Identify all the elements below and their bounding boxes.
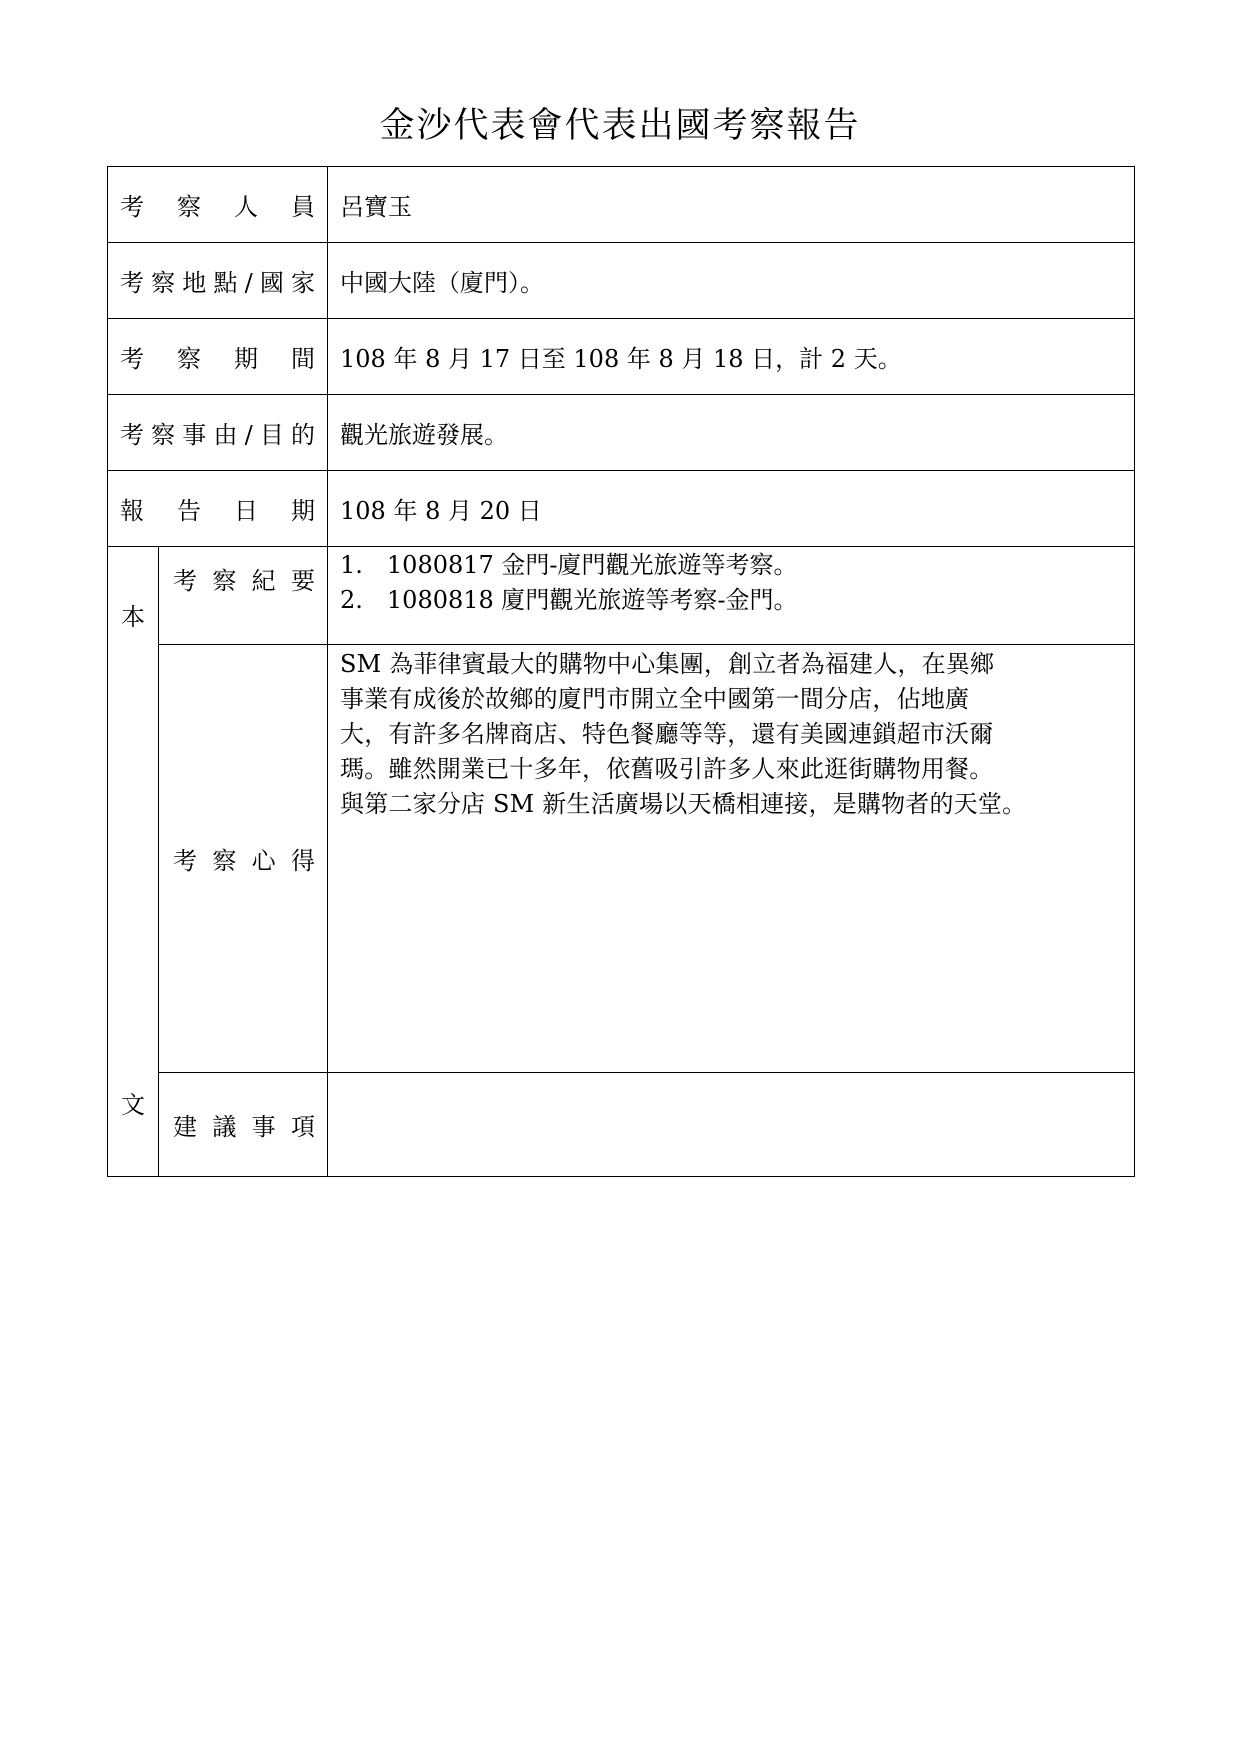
row-period <box>108 319 1135 395</box>
row-reflections <box>108 645 1135 1073</box>
suggestions-value <box>328 1073 1135 1177</box>
summary-list <box>340 548 1122 618</box>
body-side-label <box>108 547 159 1177</box>
report-table <box>107 166 1135 1177</box>
report-date-value: 108 年 8 月 20 日 <box>328 471 1135 547</box>
reflections-line: SM 為菲律賓最大的購物中心集團，創立者為福建人，在異鄉 <box>340 650 995 678</box>
purpose-value: 觀光旅遊發展。 <box>328 395 1135 471</box>
row-summary <box>108 547 1135 645</box>
reflections-line: 大，有許多名牌商店、特色餐廳等等，還有美國連鎖超市沃爾 <box>340 720 994 748</box>
body-side-char-bottom: 文 <box>121 1091 145 1119</box>
report-title: 金沙代表會代表出國考察報告 <box>379 106 861 146</box>
purpose-label: 考察事由/目的 <box>108 395 328 471</box>
row-suggestions <box>108 1073 1135 1177</box>
reflections-paragraph <box>328 645 1134 822</box>
row-personnel <box>108 167 1135 243</box>
summary-item: 1. 1080817 金門-廈門觀光旅遊等考察。 <box>340 551 798 579</box>
row-location <box>108 243 1135 319</box>
summary-label: 考 察 紀 要 <box>159 547 328 645</box>
body-side-char-top: 本 <box>121 603 145 631</box>
period-value: 108 年 8 月 17 日至 108 年 8 月 18 日，計 2 天。 <box>328 319 1135 395</box>
personnel-label: 考 察 人 員 <box>108 167 328 243</box>
period-label: 考 察 期 間 <box>108 319 328 395</box>
summary-item: 2. 1080818 廈門觀光旅遊等考察-金門。 <box>340 586 798 614</box>
row-report-date <box>108 471 1135 547</box>
reflections-line: 瑪。雖然開業已十多年，依舊吸引許多人來此逛街購物用餐。 <box>340 755 994 783</box>
personnel-value: 呂寶玉 <box>328 167 1135 243</box>
reflections-line: 事業有成後於故鄉的廈門市開立全中國第一間分店，佔地廣 <box>340 685 970 713</box>
reflections-value <box>328 645 1135 1073</box>
location-value: 中國大陸（廈門）。 <box>328 243 1135 319</box>
reflections-label: 考 察 心 得 <box>159 645 328 1073</box>
reflections-line: 與第二家分店 SM 新生活廣場以天橋相連接，是購物者的天堂。 <box>340 790 1027 818</box>
suggestions-label: 建 議 事 項 <box>159 1073 328 1177</box>
report-date-label: 報 告 日 期 <box>108 471 328 547</box>
location-label: 考察地點/國家 <box>108 243 328 319</box>
row-purpose <box>108 395 1135 471</box>
summary-value <box>328 547 1135 645</box>
